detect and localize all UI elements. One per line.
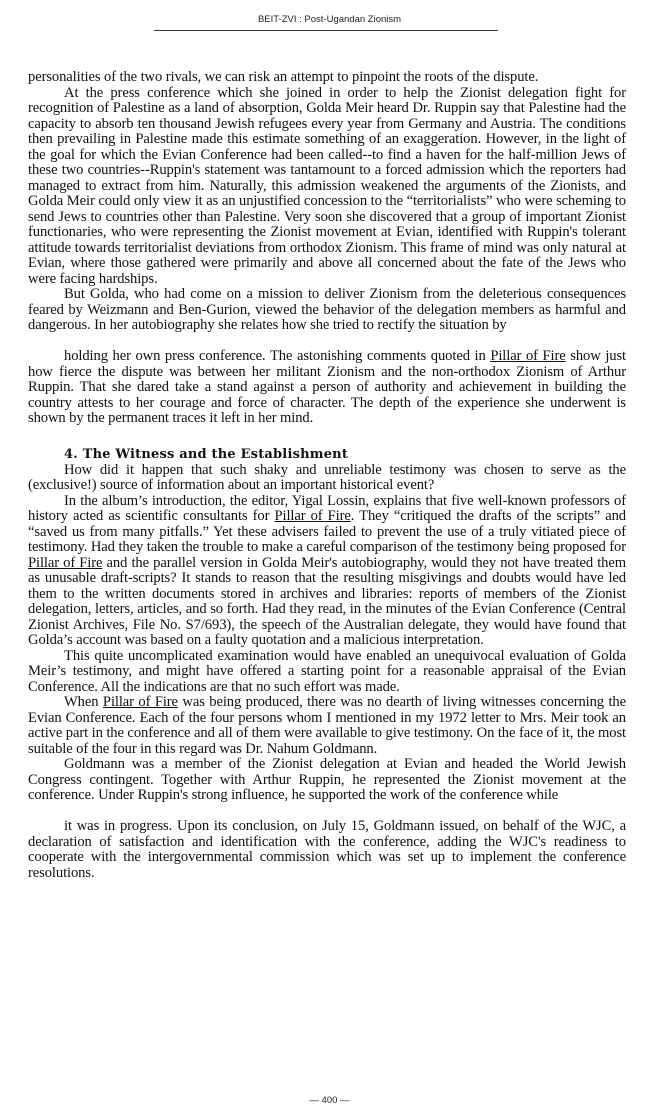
- paragraph-gap: [28, 804, 626, 820]
- text-run: . They “critiqued the drafts of the scripts” and “saved us from many pitfalls.” Yet these advisers failed to prevent the use of a truly vitiated piece of testimony. Had they taken the trouble to make a careful comparison of the testimony being proposed for: [28, 508, 626, 555]
- text-run: In the album’s introduction, the editor, Yigal Lossin, explains that five well-known professors of history acted as scientific consultants for: [28, 492, 626, 524]
- text-run: show just how fierce the dispute was between her militant Zionism and the non-orthodox Zionism of Arthur Ruppin. That she dared take a stand against a person of authority and achievement in building the country attests to her courage and force of character. The depth of the experience she underwent is shown by the permanent traces it left in her mind.: [28, 348, 627, 426]
- book-title: Pillar of Fire: [28, 554, 103, 571]
- paragraph-own-press-conference: [28, 349, 626, 427]
- page-number: — 400 —: [309, 1095, 350, 1106]
- running-header: BEIT-ZVI : Post-Ugandan Zionism: [257, 14, 402, 25]
- text-run: was being produced, there was no dearth of living witnesses concerning the Evian Conference. Each of the four persons whom I mentioned in my 1972 letter to Mrs. Meir took an active part in the conference and all of them were available to give testimony. On the face of it, the most suitable of the four in this regard was Dr. Nahum Goldmann.: [28, 694, 627, 757]
- paragraph-press-conference: At the press conference which she joined in order to help the Zionist delegation fight for recognition of Palestine as a land of absorption, Golda Meir heard Dr. Ruppin say that Palestine had the capacity to absorb ten thousand Jewish refugees every year from Germany and Austria. The conditions then prevailing in Palestine made this estimate something of an exaggeration. However, in the light of the goal for which the Evian Conference had been called--to find a haven for the half-million Jews of these two countries--Ruppin's statement was tantamount to a forced admission which the reporters had managed to extract from him. Naturally, this admission weakened the arguments of the Zionists, and Golda Meir could only view it as an unjustified concession to the “territorialists” who were scheming to send Jews to countries other than Palestine. Very soon she discovered that a group of important Zionist functionaries, who were representing the Zionist movement at Evian, identified with Ruppin's tolerant attitude towards territorialist deviations from orthodox Zionism. This frame of mind was only natural at Evian, where those gathered were primarily and above all concerned about the fate of the Jews who were facing hardships.: [28, 84, 626, 287]
- book-title: Pillar of Fire: [490, 348, 566, 364]
- section-gap: [28, 427, 626, 441]
- text-run: holding her own press conference. The astonishing comments quoted in: [64, 348, 491, 364]
- text-run: When: [64, 694, 103, 710]
- header-rule: [154, 30, 498, 31]
- paragraph-album-introduction: [28, 494, 626, 649]
- paragraph-examination: This quite uncomplicated examination would have enabled an unequivocal evaluation of Golda Meir’s testimony, and might have offered a starting point for a reasonable appraisal of the Evian Conference. All the indications are that no such effort was made.: [28, 647, 626, 695]
- section-heading: 4. The Witness and the Establishment: [64, 446, 349, 462]
- book-title: Pillar of Fire: [102, 694, 178, 710]
- text-run: and the parallel version in Golda Meir's autobiography, would they not have treated them as unusable draft-scripts? It stands to reason that the resulting misgivings and doubts would have led them to the written documents stored in archives and libraries: reports of members of the Zionist delegation, letters, articles, and so forth. Had they read, in the minutes of the Evian Conference (Central Zionist Archives, File No. S7/693), the speech of the Australian delegate, they would have found that Golda’s account was based on a faulty quotation and a malicious interpretation.: [28, 554, 626, 648]
- paragraph-continuation: personalities of the two rivals, we can risk an attempt to pinpoint the roots of the dispute.: [28, 69, 539, 85]
- book-title: Pillar of Fire: [274, 508, 351, 524]
- page-body: [28, 70, 626, 881]
- paragraph-living-witnesses: [28, 695, 626, 757]
- paragraph-conclusion: it was in progress. Upon its conclusion, on July 15, Goldmann issued, on behalf of the WJC, a declaration of satisfaction and identification with the conference, adding the WJC's readiness to cooperate with the intergovernmental commission which was set up to implement the conference resolutions.: [28, 818, 626, 881]
- paragraph-gap: [28, 334, 626, 350]
- paragraph-golda-mission: But Golda, who had come on a mission to deliver Zionism from the deleterious consequences feared by Weizmann and Ben-Gurion, viewed the behavior of the delegation members as harmful and dangerous. In her autobiography she relates how she tried to rectify the situation by: [28, 286, 626, 333]
- paragraph-question: How did it happen that such shaky and unreliable testimony was chosen to serve as the (exclusive!) source of information about an important historical event?: [28, 461, 626, 493]
- paragraph-goldmann: Goldmann was a member of the Zionist delegation at Evian and headed the World Jewish Congress contingent. Together with Arthur Ruppin, he represented the Zionist movement at the conference. Under Ruppin's strong influence, he supported the work of the conference while: [28, 756, 626, 803]
